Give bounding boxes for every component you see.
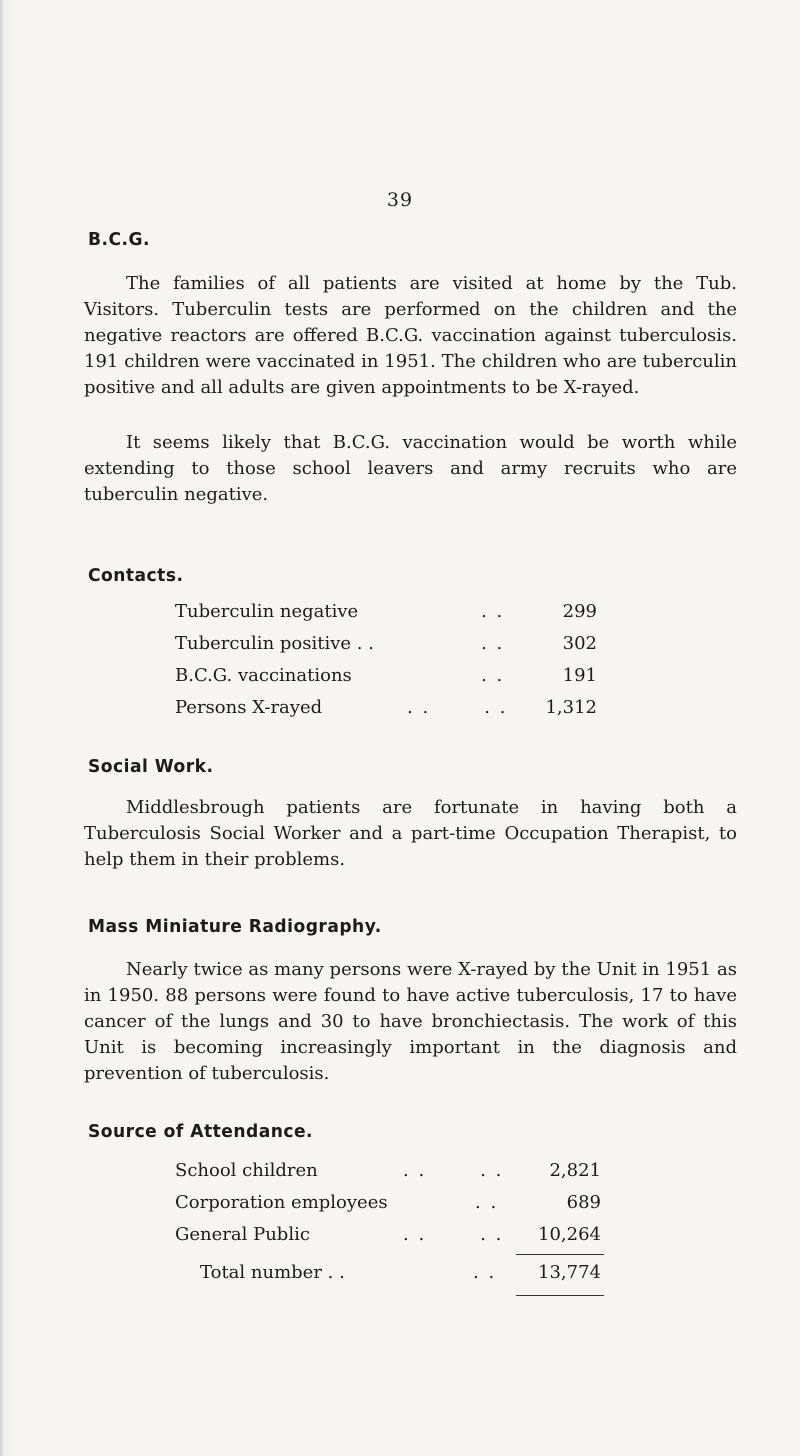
bcg-paragraph-2-text: It seems likely that B.C.G. vaccination would be worth while extending to those school leavers and army recruits who are tuberculin negative. bbox=[84, 432, 737, 505]
attendance-total-label: Total number . . bbox=[200, 1262, 345, 1283]
radiography-paragraph-text: Nearly twice as many persons were X-rayed by the Unit in 1951 as in 1950. 88 persons were found to have active tuberculosis, 17 to have cancer of the lungs and 30 to have bronchiectasis. The work of this Unit is becoming increasingly important in the diagnosis and prevention of tuberculosis. bbox=[84, 959, 737, 1084]
page-binding-edge bbox=[0, 0, 14, 1456]
social-work-paragraph bbox=[84, 795, 737, 873]
contacts-label: Tuberculin negative bbox=[175, 601, 359, 622]
contacts-value: 1,312 bbox=[545, 697, 597, 718]
attendance-total-row bbox=[200, 1262, 601, 1294]
contacts-heading: Contacts. bbox=[88, 565, 184, 586]
leader-dots: . . bbox=[481, 665, 505, 686]
total-rule-bottom bbox=[516, 1295, 604, 1296]
leader-dots: . . bbox=[475, 1192, 499, 1213]
attendance-row bbox=[175, 1192, 601, 1224]
contacts-row bbox=[175, 601, 597, 633]
social-work-paragraph-text: Middlesbrough patients are fortunate in having both a Tuberculosis Social Worker and a part-time Occupation Therapist, to help them in their problems. bbox=[84, 797, 737, 870]
contacts-label: Tuberculin positive . . bbox=[175, 633, 374, 654]
leader-dots: . . bbox=[481, 601, 505, 622]
radiography-paragraph bbox=[84, 957, 737, 1087]
attendance-table bbox=[175, 1160, 601, 1256]
attendance-total-value: 13,774 bbox=[538, 1262, 601, 1283]
contacts-table bbox=[175, 601, 597, 729]
bcg-paragraph-2 bbox=[84, 430, 737, 508]
radiography-heading: Mass Miniature Radiography. bbox=[88, 916, 382, 937]
page-number: 39 bbox=[386, 189, 414, 211]
contacts-label: B.C.G. vaccinations bbox=[175, 665, 352, 686]
attendance-value: 689 bbox=[566, 1192, 601, 1213]
bcg-heading: B.C.G. bbox=[88, 229, 150, 250]
leader-dots: . . bbox=[473, 1262, 497, 1283]
attendance-heading: Source of Attendance. bbox=[88, 1121, 314, 1142]
contacts-row bbox=[175, 633, 597, 665]
attendance-label: School children bbox=[175, 1160, 318, 1181]
leader-dots: . . . . bbox=[403, 1160, 504, 1181]
attendance-value: 2,821 bbox=[549, 1160, 601, 1181]
attendance-label: General Public bbox=[175, 1224, 310, 1245]
leader-dots: . . bbox=[481, 633, 505, 654]
contacts-label: Persons X-rayed bbox=[175, 697, 323, 718]
attendance-label: Corporation employees bbox=[175, 1192, 388, 1213]
leader-dots: . . . . bbox=[407, 697, 508, 718]
attendance-total bbox=[200, 1262, 601, 1294]
contacts-value: 302 bbox=[562, 633, 597, 654]
contacts-row bbox=[175, 697, 597, 729]
leader-dots: . . . . bbox=[403, 1224, 504, 1245]
contacts-value: 299 bbox=[562, 601, 597, 622]
contacts-value: 191 bbox=[562, 665, 597, 686]
attendance-row bbox=[175, 1160, 601, 1192]
bcg-paragraph-1 bbox=[84, 271, 737, 401]
contacts-row bbox=[175, 665, 597, 697]
total-rule-top bbox=[516, 1254, 604, 1255]
attendance-value: 10,264 bbox=[538, 1224, 601, 1245]
bcg-paragraph-1-text: The families of all patients are visited at home by the Tub. Visitors. Tuberculin tests are performed on the children and the negative reactors are offered B.C.G. vaccination against tuberculosis. 191 children were vaccinated in 1951. The children who are tuberculin positive and all adults are given appointments to be X-rayed. bbox=[84, 273, 737, 398]
social-work-heading: Social Work. bbox=[88, 756, 214, 777]
attendance-row bbox=[175, 1224, 601, 1256]
